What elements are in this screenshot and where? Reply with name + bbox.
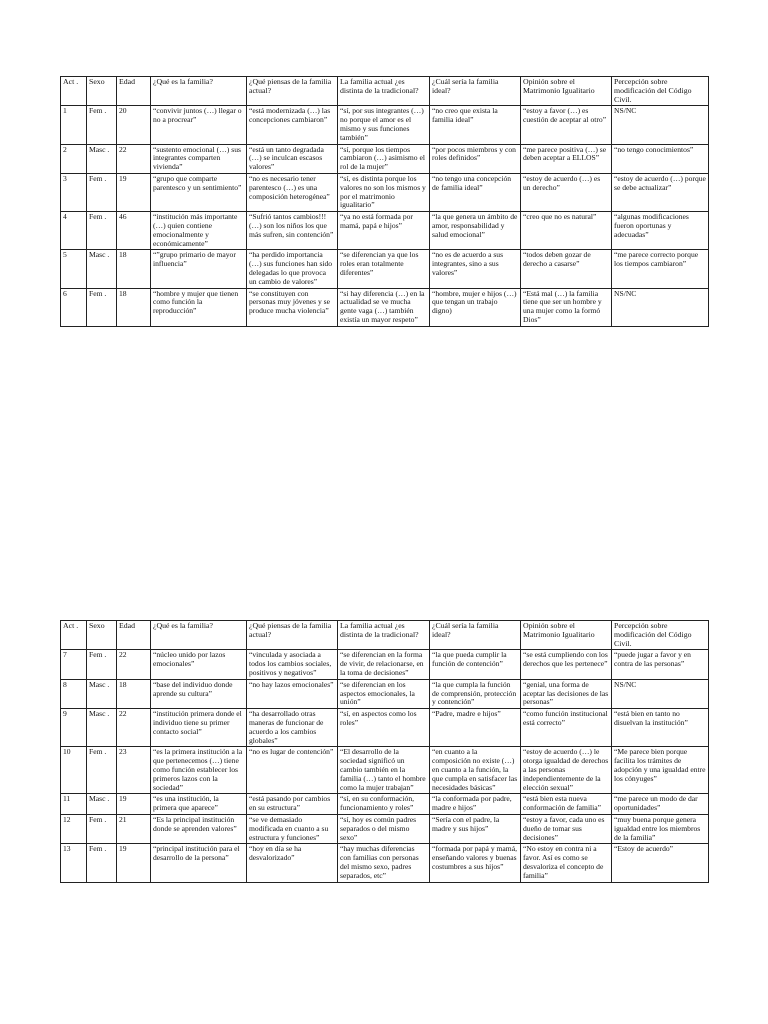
cell-familia-actual: “Sufrió tantos cambios!!! (…) son los niños los que más sufren, sin contención” (247, 212, 338, 250)
column-header-familia-ideal: ¿Cuál sería la familia ideal? (430, 621, 521, 650)
cell-familia-actual: “hoy en día se ha desvalorizado” (247, 844, 338, 882)
cell-que-es-familia: “es la primera institución a la que pertenecemos (…) tiene como función establecer los primeros lazos con la sociedad” (151, 747, 247, 794)
cell-que-es-familia: “Es la principal institución donde se aprenden valores” (151, 814, 247, 843)
survey-table-1 (60, 76, 709, 327)
cell-edad: 22 (117, 709, 151, 747)
cell-codigo-civil: NS/NC (612, 106, 709, 144)
column-header-matrimonio-igualitario: Opinión sobre el Matrimonio Igualitario (521, 621, 612, 650)
table-row (61, 106, 709, 144)
cell-familia-actual: “se ve demasiado modificada en cuanto a su estructura y funciones” (247, 814, 338, 843)
cell-sexo: Fem . (87, 212, 117, 250)
cell-sexo: Masc . (87, 709, 117, 747)
cell-distinta-tradicional: “sí, en su conformación, funcionamiento y roles” (338, 794, 430, 815)
cell-distinta-tradicional: “ya no está formada por mamá, papá e hijos” (338, 212, 430, 250)
cell-matrimonio-igualitario: “Está mal (…) la familia tiene que ser un hombre y una mujer como la formó Dios” (521, 288, 612, 326)
cell-que-es-familia: “principal institución para el desarrollo de la persona” (151, 844, 247, 882)
cell-codigo-civil: “algunas modificaciones fueron oportunas y adecuadas” (612, 212, 709, 250)
cell-matrimonio-igualitario: “No estoy en contra ni a favor. Así es como se desvaloriza el concepto de familia” (521, 844, 612, 882)
cell-matrimonio-igualitario: “estoy a favor (…) es cuestión de aceptar al otro” (521, 106, 612, 144)
cell-familia-ideal: “Padre, madre e hijos” (430, 709, 521, 747)
column-header-familia-actual: ¿Qué piensas de la familia actual? (247, 621, 338, 650)
table-row (61, 173, 709, 211)
cell-distinta-tradicional: “sí, por sus integrantes (…) no porque el amor es el mismo y sus funciones también” (338, 106, 430, 144)
table-row (61, 679, 709, 708)
table-row (61, 144, 709, 173)
cell-distinta-tradicional: “sí, es distinta porque los valores no son los mismos y por el matrimonio igualitario” (338, 173, 430, 211)
cell-matrimonio-igualitario: “estoy de acuerdo (…) es un derecho” (521, 173, 612, 211)
column-header-familia-actual: ¿Qué piensas de la familia actual? (247, 77, 338, 106)
cell-familia-ideal: “en cuanto a la composición no existe (…) en cuanto a la función, la que cumpla en satisfacer las necesidades básicas” (430, 747, 521, 794)
cell-familia-ideal: “Sería con el padre, la madre y sus hijos” (430, 814, 521, 843)
cell-sexo: Fem . (87, 844, 117, 882)
table-row (61, 844, 709, 882)
cell-distinta-tradicional: “se diferencian en la forma de vivir, de relacionarse, en la toma de decisiones” (338, 650, 430, 679)
cell-codigo-civil: “estoy de acuerdo (…) porque se debe actualizar” (612, 173, 709, 211)
column-header-codigo-civil: Percepción sobre modificación del Código Civil. (612, 621, 709, 650)
cell-familia-actual: “ha perdido importancia (…) sus funciones han sido delegadas lo que provoca un cambio de valores” (247, 250, 338, 288)
cell-matrimonio-igualitario: “está bien esta nueva conformación de familia” (521, 794, 612, 815)
column-header-que-es-familia: ¿Qué es la familia? (151, 77, 247, 106)
cell-act: 5 (61, 250, 87, 288)
cell-familia-actual: “no hay lazos emocionales” (247, 679, 338, 708)
cell-familia-actual: “ha desarrollado otras maneras de funcionar de acuerdo a los cambios globales” (247, 709, 338, 747)
cell-matrimonio-igualitario: “me parece positiva (…) se deben aceptar a ELLOS” (521, 144, 612, 173)
cell-familia-actual: “vinculada y asociada a todos los cambios sociales, positivos y negativos” (247, 650, 338, 679)
cell-edad: 18 (117, 250, 151, 288)
cell-act: 4 (61, 212, 87, 250)
cell-codigo-civil: “me parece correcto porque los tiempos cambiaron” (612, 250, 709, 288)
column-header-sexo: Sexo (87, 77, 117, 106)
header-row (61, 77, 709, 106)
cell-familia-ideal: “hombre, mujer e hijos (…) que tengan un trabajo digno) (430, 288, 521, 326)
cell-que-es-familia: “es una institución, la primera que aparece” (151, 794, 247, 815)
cell-edad: 22 (117, 650, 151, 679)
table-row (61, 212, 709, 250)
cell-edad: 19 (117, 844, 151, 882)
cell-que-es-familia: “base del individuo donde aprende su cultura” (151, 679, 247, 708)
cell-distinta-tradicional: “si hay diferencia (…) en la actualidad se ve mucha gente vaga (…) también existía un mayor respeto” (338, 288, 430, 326)
cell-que-es-familia: “convivir juntos (…) llegar o no a procrear” (151, 106, 247, 144)
cell-act: 8 (61, 679, 87, 708)
cell-act: 11 (61, 794, 87, 815)
column-header-codigo-civil: Percepción sobre modificación del Código Civil. (612, 77, 709, 106)
table-row (61, 650, 709, 679)
cell-codigo-civil: “me parece un modo de dar oportunidades” (612, 794, 709, 815)
cell-familia-ideal: “la que genera un ámbito de amor, responsabilidad y salud emocional” (430, 212, 521, 250)
cell-act: 9 (61, 709, 87, 747)
cell-edad: 46 (117, 212, 151, 250)
column-header-matrimonio-igualitario: Opinión sobre el Matrimonio Igualitario (521, 77, 612, 106)
cell-familia-ideal: “la que pueda cumplir la función de contención” (430, 650, 521, 679)
cell-sexo: Fem . (87, 814, 117, 843)
cell-act: 1 (61, 106, 87, 144)
column-header-act: Act . (61, 621, 87, 650)
cell-sexo: Masc . (87, 679, 117, 708)
cell-codigo-civil: “Me parece bien porque facilita los trámites de adopción y una igualdad entre los cónyuges” (612, 747, 709, 794)
cell-edad: 20 (117, 106, 151, 144)
cell-matrimonio-igualitario: “estoy a favor, cada uno es dueño de tomar sus decisiones” (521, 814, 612, 843)
cell-matrimonio-igualitario: “se está cumpliendo con los derechos que les pertenece” (521, 650, 612, 679)
table-row (61, 747, 709, 794)
column-header-distinta-tradicional: La familia actual ¿es distinta de la tradicional? (338, 621, 430, 650)
table-row (61, 814, 709, 843)
cell-familia-actual: “está un tanto degradada (…) se inculcan escasos valores” (247, 144, 338, 173)
cell-act: 6 (61, 288, 87, 326)
cell-act: 2 (61, 144, 87, 173)
column-header-edad: Edad (117, 77, 151, 106)
cell-familia-ideal: “formada por papá y mamá, enseñando valores y buenas costumbres a sus hijos” (430, 844, 521, 882)
cell-matrimonio-igualitario: “genial, una forma de aceptar las decisiones de las personas” (521, 679, 612, 708)
cell-distinta-tradicional: “sí, hoy es común padres separados o del mismo sexo” (338, 814, 430, 843)
cell-edad: 19 (117, 794, 151, 815)
cell-que-es-familia: “grupo que comparte parentesco y un sentimiento” (151, 173, 247, 211)
cell-que-es-familia: “sustento emocional (…) sus integrantes comparten vivienda” (151, 144, 247, 173)
cell-familia-actual: “no es lugar de contención” (247, 747, 338, 794)
cell-distinta-tradicional: “se diferencian en los aspectos emocionales, la unión” (338, 679, 430, 708)
cell-familia-actual: “se constituyen con personas muy jóvenes y se produce mucha violencia” (247, 288, 338, 326)
cell-distinta-tradicional: “El desarrollo de la sociedad significó un cambio también en la familia (…) tanto el hombre como la mujer trabajan” (338, 747, 430, 794)
cell-familia-actual: “está pasando por cambios en su estructura” (247, 794, 338, 815)
cell-sexo: Fem . (87, 288, 117, 326)
table-row (61, 709, 709, 747)
cell-distinta-tradicional: “sí, en aspectos como los roles” (338, 709, 430, 747)
cell-matrimonio-igualitario: “como función institucional está correcto” (521, 709, 612, 747)
cell-act: 13 (61, 844, 87, 882)
cell-act: 10 (61, 747, 87, 794)
cell-que-es-familia: “institución más importante (…) quien contiene emocionalmente y económicamente” (151, 212, 247, 250)
column-header-sexo: Sexo (87, 621, 117, 650)
cell-act: 12 (61, 814, 87, 843)
column-header-que-es-familia: ¿Qué es la familia? (151, 621, 247, 650)
cell-codigo-civil: NS/NC (612, 679, 709, 708)
cell-codigo-civil: “no tengo conocimientos” (612, 144, 709, 173)
cell-familia-ideal: “no es de acuerdo a sus integrantes, sino a sus valores” (430, 250, 521, 288)
cell-distinta-tradicional: “sí, porque los tiempos cambiaron (…) asimismo el rol de la mujer” (338, 144, 430, 173)
cell-que-es-familia: “”grupo primario de mayor influencia” (151, 250, 247, 288)
cell-act: 3 (61, 173, 87, 211)
cell-act: 7 (61, 650, 87, 679)
cell-distinta-tradicional: “hay muchas diferencias con familias con personas del mismo sexo, padres separados, etc” (338, 844, 430, 882)
cell-codigo-civil: “Estoy de acuerdo” (612, 844, 709, 882)
cell-matrimonio-igualitario: “estoy de acuerdo (…) le otorga igualdad de derechos a las personas independientemente de la elección sexual” (521, 747, 612, 794)
cell-sexo: Fem . (87, 650, 117, 679)
cell-sexo: Fem . (87, 173, 117, 211)
cell-codigo-civil: NS/NC (612, 288, 709, 326)
cell-que-es-familia: “hombre y mujer que tienen como función la reproducción” (151, 288, 247, 326)
table-row (61, 288, 709, 326)
cell-edad: 22 (117, 144, 151, 173)
cell-familia-ideal: “no creo que exista la familia ideal” (430, 106, 521, 144)
cell-que-es-familia: “institución primera donde el individuo tiene su primer contacto social” (151, 709, 247, 747)
cell-familia-actual: “está modernizada (…) las concepciones cambiaron” (247, 106, 338, 144)
cell-que-es-familia: “núcleo unido por lazos emocionales” (151, 650, 247, 679)
cell-familia-ideal: “no tengo una concepción de familia ideal” (430, 173, 521, 211)
cell-codigo-civil: “puede jugar a favor y en contra de las personas” (612, 650, 709, 679)
cell-edad: 18 (117, 679, 151, 708)
header-row (61, 621, 709, 650)
cell-codigo-civil: “muy buena porque genera igualdad entre los miembros de la familia” (612, 814, 709, 843)
cell-familia-ideal: “por pocos miembros y con roles definidos” (430, 144, 521, 173)
cell-sexo: Masc . (87, 144, 117, 173)
cell-familia-ideal: “la conformada por padre, madre e hijos” (430, 794, 521, 815)
cell-edad: 21 (117, 814, 151, 843)
cell-distinta-tradicional: “se diferencian ya que los roles eran totalmente diferentes” (338, 250, 430, 288)
survey-table-2 (60, 620, 709, 883)
cell-matrimonio-igualitario: “todos deben gozar de derecho a casarse” (521, 250, 612, 288)
table-row (61, 250, 709, 288)
cell-familia-ideal: “la que cumpla la función de comprensión, protección y contención” (430, 679, 521, 708)
column-header-familia-ideal: ¿Cuál sería la familia ideal? (430, 77, 521, 106)
table-row (61, 794, 709, 815)
cell-familia-actual: “no es necesario tener parentesco (…) es una composición heterogénea” (247, 173, 338, 211)
cell-edad: 23 (117, 747, 151, 794)
column-header-distinta-tradicional: La familia actual ¿es distinta de la tradicional? (338, 77, 430, 106)
cell-sexo: Masc . (87, 794, 117, 815)
cell-matrimonio-igualitario: “creo que no es natural” (521, 212, 612, 250)
cell-sexo: Masc . (87, 250, 117, 288)
cell-edad: 19 (117, 173, 151, 211)
cell-sexo: Fem . (87, 747, 117, 794)
column-header-edad: Edad (117, 621, 151, 650)
cell-sexo: Fem . (87, 106, 117, 144)
cell-edad: 18 (117, 288, 151, 326)
cell-codigo-civil: “está bien en tanto no disuelvan la institución” (612, 709, 709, 747)
column-header-act: Act . (61, 77, 87, 106)
